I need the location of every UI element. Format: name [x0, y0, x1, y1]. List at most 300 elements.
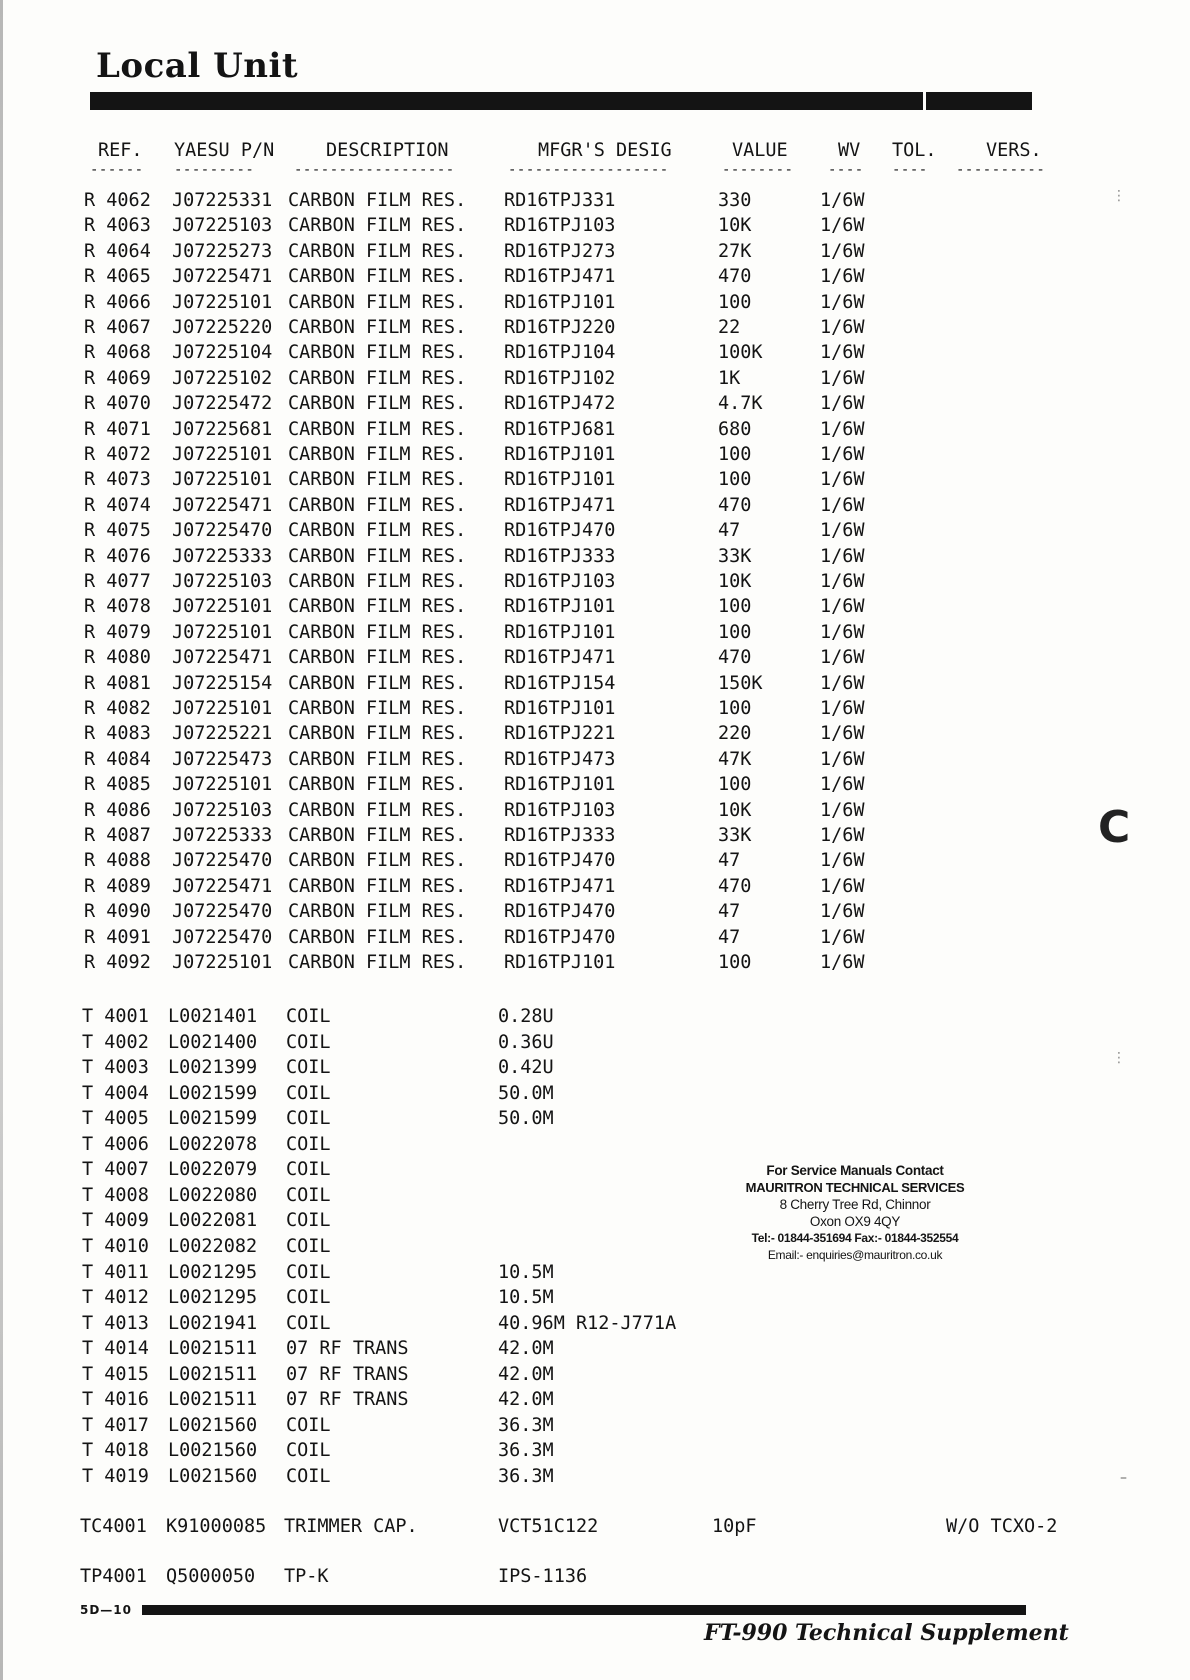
cell-desc: CARBON FILM RES. — [288, 342, 467, 364]
cell-pn: J07225331 — [172, 190, 273, 211]
cell-pn: L0021511 — [168, 1389, 258, 1411]
cell-desc: CARBON FILM RES. — [288, 647, 467, 669]
scan-speck: ⋮ — [1112, 1050, 1126, 1066]
cell-pn: J07225101 — [172, 952, 273, 973]
punch-hole-mark: C — [1098, 802, 1131, 853]
cell-ref: T 4008 — [82, 1184, 149, 1206]
cell-wv: 1/6W — [820, 748, 865, 770]
table-row — [0, 1440, 1100, 1465]
table-row — [0, 850, 1100, 875]
cell-value: 47 — [718, 520, 741, 542]
cell-pn: L0021295 — [168, 1261, 258, 1283]
cell-desc: COIL — [286, 1235, 331, 1257]
cell-mfgr: RD16TPJ103 — [504, 571, 616, 592]
cell-mfgr: RD16TPJ471 — [504, 875, 616, 897]
cell-desc: COIL — [286, 1006, 331, 1027]
cell-pn: J07225221 — [172, 723, 273, 745]
cell-value: 4.7K — [718, 393, 763, 415]
col-tol: TOL. — [892, 140, 937, 161]
cell-wv: 1/6W — [820, 926, 865, 948]
cell-ref: R 4084 — [84, 748, 151, 770]
cell-mfgr: 10.5M — [498, 1287, 554, 1309]
cell-wv: 1/6W — [820, 698, 865, 719]
cell-wv: 1/6W — [820, 444, 865, 465]
table-row — [0, 1313, 1100, 1338]
cell-mfgr: 0.42U — [498, 1057, 554, 1079]
dash-wv: ---- — [828, 162, 864, 178]
cell-pn: J07225470 — [172, 520, 273, 542]
cell-ref: T 4006 — [82, 1133, 149, 1155]
cell-pn: L0021599 — [168, 1082, 258, 1104]
dash-desc: ------------------ — [294, 162, 455, 178]
cell-wv: 1/6W — [820, 520, 865, 542]
col-value: VALUE — [732, 140, 788, 161]
cell-mfgr: RD16TPJ333 — [504, 545, 616, 567]
cell-pn: L0021511 — [168, 1363, 258, 1385]
cell-ref: T 4017 — [82, 1414, 149, 1436]
table-row — [0, 673, 1100, 698]
col-pn: YAESU P/N — [174, 140, 275, 161]
dash-mfgr: ------------------ — [508, 162, 669, 178]
cell-ref: R 4063 — [84, 215, 151, 237]
cell-wv: 1/6W — [820, 647, 865, 669]
cell-wv: 1/6W — [820, 469, 865, 491]
table-row — [0, 571, 1100, 596]
cell-value: 470 — [718, 266, 752, 288]
table-row — [0, 215, 1100, 240]
cell-desc: CARBON FILM RES. — [288, 723, 467, 745]
contact-line-3: 8 Cherry Tree Rd, Chinnor — [779, 1197, 931, 1212]
cell-ref: R 4075 — [84, 520, 151, 542]
cell-wv: 1/6W — [820, 672, 865, 694]
cell-desc: CARBON FILM RES. — [288, 672, 467, 694]
cell-desc: COIL — [286, 1159, 331, 1181]
cell-ref: R 4074 — [84, 494, 151, 516]
cell-pn: K91000085 — [166, 1516, 267, 1537]
cell-desc: CARBON FILM RES. — [288, 215, 467, 237]
table-row — [0, 952, 1100, 977]
cell-wv: 1/6W — [820, 190, 865, 211]
cell-mfgr: IPS-1136 — [498, 1566, 588, 1587]
cell-mfgr: RD16TPJ273 — [504, 240, 616, 262]
cell-pn: J07225473 — [172, 748, 273, 770]
cell-pn: J07225471 — [172, 494, 273, 516]
table-row — [0, 1466, 1100, 1491]
scan-speck: ⋮ — [1112, 188, 1126, 204]
cell-mfgr: RD16TPJ101 — [504, 469, 616, 491]
cell-mfgr: RD16TPJ681 — [504, 418, 616, 440]
cell-value: 680 — [718, 418, 752, 440]
col-mfgr: MFGR'S DESIG — [538, 140, 672, 161]
table-row — [0, 698, 1100, 723]
table-row — [0, 1338, 1100, 1363]
cell-value: 10K — [718, 215, 752, 237]
contact-line-5: Tel:- 01844-351694 Fax:- 01844-352554 — [751, 1231, 959, 1245]
cell-ref: R 4077 — [84, 571, 151, 592]
cell-pn: J07225103 — [172, 215, 273, 237]
cell-mfgr: RD16TPJ101 — [504, 698, 616, 719]
cell-mfgr: RD16TPJ471 — [504, 647, 616, 669]
table-row — [0, 1057, 1100, 1082]
cell-mfgr: RD16TPJ101 — [504, 444, 616, 465]
cell-mfgr: RD16TPJ101 — [504, 291, 616, 313]
cell-mfgr: 42.0M — [498, 1363, 554, 1385]
cell-desc: COIL — [286, 1287, 331, 1309]
cell-mfgr: 36.3M — [498, 1440, 554, 1462]
cell-wv: 1/6W — [820, 850, 865, 872]
cell-mfgr: RD16TPJ101 — [504, 774, 616, 796]
cell-mfgr: RD16TPJ471 — [504, 266, 616, 288]
cell-ref: R 4079 — [84, 621, 151, 643]
cell-wv: 1/6W — [820, 418, 865, 440]
cell-mfgr: 36.3M — [498, 1465, 554, 1487]
cell-pn: J07225154 — [172, 672, 273, 694]
dash-tol: ---- — [892, 162, 928, 178]
cell-pn: L0021400 — [168, 1031, 258, 1053]
cell-desc: CARBON FILM RES. — [288, 926, 467, 948]
cell-desc: CARBON FILM RES. — [288, 393, 467, 415]
table-row — [0, 749, 1100, 774]
contact-line-4: Oxon OX9 4QY — [809, 1214, 901, 1229]
cell-desc: CARBON FILM RES. — [288, 698, 467, 719]
cell-ref: T 4011 — [82, 1261, 149, 1283]
cell-ref: T 4018 — [82, 1440, 149, 1462]
cell-desc: COIL — [286, 1133, 331, 1155]
cell-value: 47 — [718, 926, 741, 948]
cell-desc: CARBON FILM RES. — [288, 799, 467, 821]
cell-desc: COIL — [286, 1465, 331, 1487]
table-row — [0, 622, 1100, 647]
cell-ref: R 4066 — [84, 291, 151, 313]
cell-value: 27K — [718, 240, 752, 262]
cell-desc: 07 RF TRANS — [286, 1389, 409, 1411]
table-row — [0, 876, 1100, 901]
cell-desc: COIL — [286, 1108, 331, 1130]
cell-desc: CARBON FILM RES. — [288, 952, 467, 973]
cell-pn: J07225470 — [172, 926, 273, 948]
cell-wv: 1/6W — [820, 875, 865, 897]
cell-ref: T 4016 — [82, 1389, 149, 1411]
cell-pn: J07225104 — [172, 342, 273, 364]
cell-value: 10K — [718, 571, 752, 592]
table-row — [0, 241, 1100, 266]
table-row — [0, 1083, 1100, 1108]
cell-mfgr: VCT51C122 — [498, 1516, 599, 1537]
table-row — [0, 1006, 1100, 1031]
cell-desc: COIL — [286, 1184, 331, 1206]
cell-value: 100 — [718, 952, 752, 973]
table-row — [0, 825, 1100, 850]
cell-ref: R 4090 — [84, 901, 151, 923]
cell-wv: 1/6W — [820, 367, 865, 389]
cell-pn: J07225103 — [172, 571, 273, 592]
table-row — [0, 368, 1100, 393]
cell-desc: CARBON FILM RES. — [288, 875, 467, 897]
col-desc: DESCRIPTION — [326, 140, 449, 161]
cell-pn: J07225103 — [172, 799, 273, 821]
cell-desc: CARBON FILM RES. — [288, 571, 467, 592]
cell-wv: 1/6W — [820, 342, 865, 364]
cell-mfgr: 0.36U — [498, 1031, 554, 1053]
cell-pn: L0022080 — [168, 1184, 258, 1206]
cell-wv: 1/6W — [820, 545, 865, 567]
cell-desc: COIL — [286, 1210, 331, 1232]
cell-value: 220 — [718, 723, 752, 745]
cell-wv: 1/6W — [820, 596, 865, 618]
cell-desc: CARBON FILM RES. — [288, 596, 467, 618]
cell-mfgr: 42.0M — [498, 1338, 554, 1360]
dash-vers: ---------- — [956, 162, 1046, 178]
cell-value: 470 — [718, 647, 752, 669]
cell-pn: J07225101 — [172, 469, 273, 491]
col-vers: VERS. — [986, 140, 1042, 161]
cell-wv: 1/6W — [820, 901, 865, 923]
cell-desc: CARBON FILM RES. — [288, 520, 467, 542]
cell-ref: R 4069 — [84, 367, 151, 389]
cell-mfgr: 0.28U — [498, 1006, 554, 1027]
cell-pn: L0021941 — [168, 1312, 258, 1334]
cell-ref: R 4062 — [84, 190, 151, 211]
cell-desc: CARBON FILM RES. — [288, 444, 467, 465]
cell-wv: 1/6W — [820, 621, 865, 643]
cell-ref: T 4003 — [82, 1057, 149, 1079]
cell-pn: J07225471 — [172, 647, 273, 669]
cell-pn: L0022081 — [168, 1210, 258, 1232]
cell-wv: 1/6W — [820, 774, 865, 796]
cell-wv: 1/6W — [820, 952, 865, 973]
cell-pn: L0021560 — [168, 1465, 258, 1487]
cell-pn: L0021511 — [168, 1338, 258, 1360]
cell-pn: L0021599 — [168, 1108, 258, 1130]
cell-pn: J07225470 — [172, 901, 273, 923]
contact-line-2: MAURITRON TECHNICAL SERVICES — [745, 1180, 965, 1195]
top-rule — [90, 92, 1032, 110]
cell-mfgr: RD16TPJ154 — [504, 672, 616, 694]
cell-value: 22 — [718, 317, 741, 338]
cell-mfgr: RD16TPJ220 — [504, 317, 616, 338]
table-row — [0, 774, 1100, 799]
cell-ref: R 4089 — [84, 875, 151, 897]
table-row — [0, 1287, 1100, 1312]
cell-ref: R 4067 — [84, 317, 151, 338]
cell-desc: COIL — [286, 1440, 331, 1462]
cell-pn: L0022082 — [168, 1235, 258, 1257]
cell-desc: CARBON FILM RES. — [288, 545, 467, 567]
table-row — [0, 596, 1100, 621]
table-row — [0, 901, 1100, 926]
table-row — [0, 520, 1100, 545]
cell-ref: R 4086 — [84, 799, 151, 821]
table-row — [0, 546, 1100, 571]
cell-mfgr: RD16TPJ471 — [504, 494, 616, 516]
cell-pn: L0021560 — [168, 1440, 258, 1462]
cell-ref: R 4065 — [84, 266, 151, 288]
cell-desc: COIL — [286, 1312, 331, 1334]
cell-pn: J07225681 — [172, 418, 273, 440]
cell-ref: T 4005 — [82, 1108, 149, 1130]
cell-desc: COIL — [286, 1261, 331, 1283]
cell-desc: CARBON FILM RES. — [288, 291, 467, 313]
table-row — [0, 292, 1100, 317]
service-contact-stamp — [730, 1162, 980, 1264]
cell-wv: 1/6W — [820, 240, 865, 262]
cell-mfgr: 10.5M — [498, 1261, 554, 1283]
cell-ref: T 4004 — [82, 1082, 149, 1104]
cell-desc: CARBON FILM RES. — [288, 266, 467, 288]
cell-value: 100 — [718, 621, 752, 643]
table-row — [0, 1415, 1100, 1440]
cell-wv: 1/6W — [820, 571, 865, 592]
cell-value: 10pF — [712, 1516, 757, 1537]
cell-mfgr: RD16TPJ103 — [504, 215, 616, 237]
cell-value: 10K — [718, 799, 752, 821]
cell-desc: CARBON FILM RES. — [288, 825, 467, 846]
cell-desc: CARBON FILM RES. — [288, 240, 467, 262]
cell-value: 100 — [718, 596, 752, 618]
table-row — [0, 1134, 1100, 1159]
cell-ref: R 4070 — [84, 393, 151, 415]
cell-pn: J07225101 — [172, 698, 273, 719]
cell-wv: 1/6W — [820, 723, 865, 745]
cell-mfgr: RD16TPJ470 — [504, 926, 616, 948]
cell-desc: COIL — [286, 1057, 331, 1079]
table-row — [0, 266, 1100, 291]
cell-mfgr: 50.0M — [498, 1082, 554, 1104]
cell-ref: R 4092 — [84, 952, 151, 973]
col-wv: WV — [838, 140, 861, 161]
cell-ref: R 4078 — [84, 596, 151, 618]
cell-value: 47K — [718, 748, 752, 770]
cell-pn: L0021401 — [168, 1006, 258, 1027]
cell-wv: 1/6W — [820, 494, 865, 516]
cell-pn: J07225333 — [172, 545, 273, 567]
table-row — [0, 1566, 1100, 1591]
cell-ref: R 4085 — [84, 774, 151, 796]
cell-ref: T 4009 — [82, 1210, 149, 1232]
cell-ref: R 4082 — [84, 698, 151, 719]
dash-ref: ------ — [90, 162, 144, 178]
cell-pn: J07225101 — [172, 596, 273, 618]
cell-desc: CARBON FILM RES. — [288, 748, 467, 770]
cell-pn: J07225470 — [172, 850, 273, 872]
table-row — [0, 495, 1100, 520]
cell-ref: R 4071 — [84, 418, 151, 440]
cell-vers: W/O TCXO-2 — [946, 1516, 1058, 1537]
cell-mfgr: RD16TPJ101 — [504, 596, 616, 618]
cell-pn: J07225471 — [172, 266, 273, 288]
table-row — [0, 800, 1100, 825]
cell-desc: CARBON FILM RES. — [288, 621, 467, 643]
cell-desc: CARBON FILM RES. — [288, 469, 467, 491]
cell-ref: R 4088 — [84, 850, 151, 872]
cell-value: 330 — [718, 190, 752, 211]
cell-wv: 1/6W — [820, 266, 865, 288]
table-row — [0, 317, 1100, 342]
cell-desc: CARBON FILM RES. — [288, 850, 467, 872]
cell-desc: CARBON FILM RES. — [288, 418, 467, 440]
cell-value: 100 — [718, 698, 752, 719]
cell-ref: R 4091 — [84, 926, 151, 948]
cell-desc: 07 RF TRANS — [286, 1338, 409, 1360]
cell-mfgr: RD16TPJ333 — [504, 825, 616, 846]
cell-ref: R 4087 — [84, 825, 151, 846]
cell-mfgr: 40.96M R12-J771A — [498, 1312, 677, 1334]
cell-ref: T 4012 — [82, 1287, 149, 1309]
cell-value: 100 — [718, 469, 752, 491]
cell-pn: L0021560 — [168, 1414, 258, 1436]
table-row — [0, 1389, 1100, 1414]
cell-value: 100 — [718, 774, 752, 796]
cell-pn: J07225101 — [172, 621, 273, 643]
cell-mfgr: RD16TPJ101 — [504, 952, 616, 973]
dash-value: -------- — [722, 162, 794, 178]
cell-pn: L0022078 — [168, 1133, 258, 1155]
cell-ref: T 4015 — [82, 1363, 149, 1385]
table-row — [0, 723, 1100, 748]
cell-value: 150K — [718, 672, 763, 694]
cell-mfgr: RD16TPJ472 — [504, 393, 616, 415]
scan-speck: – — [1120, 1470, 1127, 1486]
cell-mfgr: RD16TPJ331 — [504, 190, 616, 211]
cell-pn: J07225333 — [172, 825, 273, 846]
cell-desc: CARBON FILM RES. — [288, 901, 467, 923]
cell-mfgr: RD16TPJ104 — [504, 342, 616, 364]
cell-ref: R 4081 — [84, 672, 151, 694]
cell-mfgr: 50.0M — [498, 1108, 554, 1130]
dash-pn: --------- — [174, 162, 255, 178]
cell-desc: CARBON FILM RES. — [288, 774, 467, 796]
table-row — [0, 927, 1100, 952]
cell-ref: R 4064 — [84, 240, 151, 262]
cell-ref: T 4019 — [82, 1465, 149, 1487]
cell-pn: J07225101 — [172, 291, 273, 313]
contact-line-1: For Service Manuals Contact — [766, 1163, 944, 1178]
cell-wv: 1/6W — [820, 825, 865, 846]
cell-desc: CARBON FILM RES. — [288, 317, 467, 338]
bottom-rule — [142, 1605, 1026, 1615]
page-number: 5D—10 — [80, 1603, 133, 1617]
table-row — [0, 393, 1100, 418]
cell-wv: 1/6W — [820, 291, 865, 313]
cell-desc: 07 RF TRANS — [286, 1363, 409, 1385]
cell-mfgr: 42.0M — [498, 1389, 554, 1411]
cell-ref: T 4007 — [82, 1159, 149, 1181]
cell-ref: T 4001 — [82, 1006, 149, 1027]
cell-mfgr: RD16TPJ470 — [504, 520, 616, 542]
cell-value: 470 — [718, 494, 752, 516]
cell-mfgr: RD16TPJ102 — [504, 367, 616, 389]
table-row — [0, 1364, 1100, 1389]
cell-ref: R 4080 — [84, 647, 151, 669]
cell-value: 100 — [718, 444, 752, 465]
cell-value: 100K — [718, 342, 763, 364]
cell-ref: R 4068 — [84, 342, 151, 364]
cell-ref: R 4073 — [84, 469, 151, 491]
cell-value: 470 — [718, 875, 752, 897]
cell-mfgr: 36.3M — [498, 1414, 554, 1436]
table-row — [0, 342, 1100, 367]
contact-line-6: Email:- enquiries@mauritron.co.uk — [767, 1248, 943, 1262]
cell-mfgr: RD16TPJ473 — [504, 748, 616, 770]
cell-mfgr: RD16TPJ103 — [504, 799, 616, 821]
table-row — [0, 1516, 1100, 1541]
cell-ref: R 4083 — [84, 723, 151, 745]
cell-pn: J07225102 — [172, 367, 273, 389]
cell-desc: TRIMMER CAP. — [284, 1516, 418, 1537]
cell-pn: J07225101 — [172, 774, 273, 796]
cell-wv: 1/6W — [820, 317, 865, 338]
cell-desc: COIL — [286, 1082, 331, 1104]
